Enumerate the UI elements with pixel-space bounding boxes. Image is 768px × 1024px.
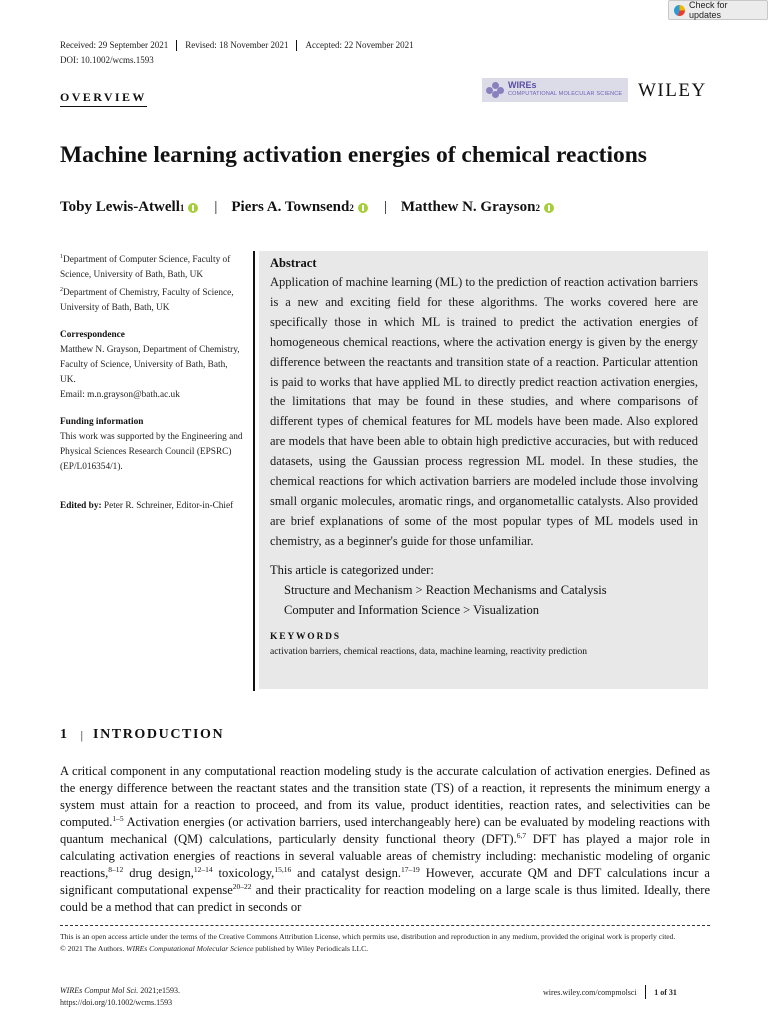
author-separator: | (214, 199, 218, 215)
author-name[interactable]: Matthew N. Grayson (400, 199, 536, 215)
citation-ref[interactable]: 8–12 (108, 864, 124, 874)
citation-ref[interactable]: 6,7 (516, 830, 527, 840)
edited-by-label: Edited by: (60, 501, 102, 512)
section-heading (60, 727, 224, 743)
category-item[interactable]: Structure and Mechanism > Reaction Mechanisms and Catalysis (284, 582, 607, 597)
correspondence-heading: Correspondence (60, 330, 125, 341)
funding-information (60, 415, 245, 475)
article-info-sidebar (60, 250, 245, 526)
abstract-heading: Abstract (270, 256, 317, 270)
wires-logo-icon (486, 82, 504, 98)
citation-ref[interactable]: 20–22 (232, 881, 252, 891)
edited-by-text: Peter R. Schreiner, Editor-in-Chief (103, 501, 234, 512)
correspondence (60, 328, 245, 403)
orcid-icon[interactable] (188, 203, 198, 213)
license-text: This is an open access article under the terms of the Creative Commons Attribution License, which permits use, distribution and reproduction in any medium, provided the original work is properly cited. (60, 932, 676, 941)
check-for-updates-button[interactable] (668, 0, 768, 20)
abstract-text: Application of machine learning (ML) to the prediction of reaction activation barriers is a new and exciting field for these algorithms. The works covered here are specifically those in which ML is trained to predict the activation energies of homogeneous chemical reactions, where the activation energy is given by the energy difference between the reactants and transition state of a reaction. Particular attention is paid to works that have applied ML to directly predict reaction activation energies, the limitations that may be found in these studies, and where comparisons of different types of chemical features for ML models have been made. Also explored are models that have been able to obtain high predictive accuracies, but with reduced datasets, using the Gaussian process regression ML model. In these studies, the chemical reactions for which activation barriers are modeled include those involving small organic molecules, aromatic rings, and organometallic catalysts. Also provided are brief explanations of some of the most popular types of ML models used in chemistry, as a beginner's guide for those unfamiliar. (270, 275, 698, 548)
citation-ref[interactable]: 15,16 (274, 864, 292, 874)
footer-right (543, 985, 677, 999)
citation-ref[interactable]: 1–5 (112, 813, 124, 823)
author-list (60, 199, 554, 216)
article-dates (60, 40, 422, 51)
author-affiliation-ref: 2 (535, 202, 540, 213)
license-notice (60, 931, 710, 955)
affiliation: $^2$Department of Chemistry, Faculty of Science, University of Bath, Bath, UK (60, 287, 234, 314)
affiliation: $^1$Department of Computer Science, Faculty of Science, University of Bath, Bath, UK (60, 254, 231, 281)
category-item[interactable]: Computer and Information Science > Visualization (284, 602, 539, 617)
accepted-date: Accepted: 22 November 2021 (305, 40, 414, 50)
author-name[interactable]: Toby Lewis-Atwell (60, 199, 180, 215)
author-affiliation-ref: 1 (179, 202, 185, 213)
check-updates-icon (674, 5, 685, 16)
footer-citation-text: 2021;e1593. (138, 986, 180, 995)
article-title: Machine learning activation energies of chemical reactions (60, 142, 647, 168)
doi: DOI: 10.1002/wcms.1593 (60, 55, 154, 65)
footer-citation (60, 985, 180, 1009)
orcid-icon[interactable] (544, 203, 554, 213)
wires-logo-subtitle: COMPUTATIONAL MOLECULAR SCIENCE (508, 91, 623, 97)
page-number: 1 of 31 (654, 987, 677, 997)
categorized-heading: This article is categorized under: (270, 562, 434, 577)
abstract-rule (253, 251, 255, 691)
author-affiliation-ref: 2 (349, 202, 354, 213)
correspondence-text: Matthew N. Grayson, Department of Chemistry, Faculty of Science, University of Bath, Bath, UK. (60, 345, 240, 386)
citation-ref[interactable]: 17–19 (401, 864, 420, 874)
introduction-paragraph: A critical component in any computational reaction modeling study is the accurate calculation of activation energies. Defined as the energy difference between the reactant states and the transition state (TS) of a reaction, it represents the minimum energy a system must attain for a reaction to proceed, and from its value, product identities, reaction rates, and selectivities can be computed.$^{1-5}$ Activation energies (or activation barriers, used interchangeably here) can be evaluated by modeling reactions with quantum mechanical (QM) calculations, particularly density functional theory (DFT).$^{6,7}$ DFT has played a major role in calculating activation energies of reactions in several valuable areas of chemistry including: mechanistic modeling of organic reactions,$^{8-12}$ drug design,$^{12-14}$ toxicology,$^{15,16}$ and catalyst design.$^{17-19}$ However, accurate QM and DFT calculations incur a significant computational expense$^{20-22}$ and their practicality for reaction modeling on a large scale is thus limited. Ideally, there could be a method that can predict in seconds or (60, 764, 710, 914)
author-name[interactable]: Piers A. Townsend (231, 199, 350, 215)
wiley-logo: WILEY (638, 80, 707, 101)
keywords-heading: KEYWORDS (270, 631, 341, 642)
section-number: 1 (60, 727, 69, 742)
check-updates-label: Check for updates (689, 0, 728, 20)
license-divider (60, 925, 710, 926)
footer-separator (645, 985, 647, 999)
affiliations (60, 250, 245, 316)
article-category: OVERVIEW (60, 90, 147, 107)
received-date: Received: 29 September 2021 (60, 40, 177, 51)
footer-site-link[interactable]: wires.wiley.com/compmolsci (543, 987, 637, 997)
copyright-line: © 2021 The Authors. WIREs Computational Molecular Science published by Wiley Periodicals LLC. (60, 944, 369, 953)
edited-by (60, 499, 245, 514)
footer-doi-link[interactable]: https://doi.org/10.1002/wcms.1593 (60, 998, 173, 1007)
abstract-section (253, 251, 708, 691)
footer-journal: WIREs Comput Mol Sci. (60, 986, 139, 995)
revised-date: Revised: 18 November 2021 (177, 40, 297, 51)
orcid-icon[interactable] (358, 203, 368, 213)
funding-heading: Funding information (60, 417, 144, 428)
correspondence-email[interactable]: Email: m.n.grayson@bath.ac.uk (60, 390, 180, 401)
wires-logo-text: WIREs (508, 80, 537, 90)
author-separator: | (383, 199, 387, 215)
citation-ref[interactable]: 12–14 (193, 864, 213, 874)
funding-text: This work was supported by the Engineering and Physical Sciences Research Council (EPSRC) (EP/L016354/1). (60, 432, 243, 473)
section-title: INTRODUCTION (93, 727, 225, 742)
abstract-box (259, 251, 708, 689)
section-separator: | (80, 727, 84, 742)
keywords-list: activation barriers, chemical reactions, data, machine learning, reactivity prediction (270, 646, 588, 657)
wires-logo (482, 78, 628, 102)
